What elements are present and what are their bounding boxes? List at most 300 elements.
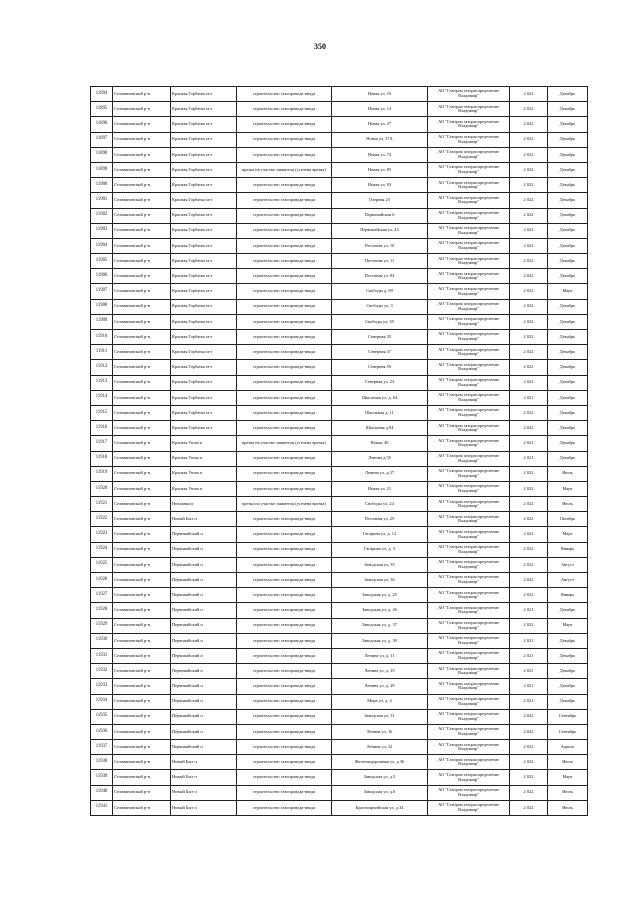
year-cell: 2 022 bbox=[510, 238, 548, 253]
address-cell: Заводская ул, д. 37 bbox=[332, 618, 428, 633]
year-cell: 2 022 bbox=[510, 512, 548, 527]
district-cell: Селивановский р-н bbox=[113, 314, 171, 329]
year-cell: 2 022 bbox=[510, 557, 548, 572]
organization-cell: АО "Газпром газораспределение Владимир" bbox=[428, 800, 510, 815]
year-cell: 2 021 bbox=[510, 648, 548, 663]
row-number-cell: 11904 bbox=[91, 238, 113, 253]
table-row bbox=[91, 573, 588, 588]
district-cell: Селивановский р-н bbox=[113, 755, 171, 770]
table-row bbox=[91, 162, 588, 177]
district-cell: Селивановский р-н bbox=[113, 542, 171, 557]
settlement-cell: Первомайский п bbox=[171, 573, 237, 588]
settlement-cell: Первомайский п bbox=[171, 527, 237, 542]
row-number-cell: 11937 bbox=[91, 740, 113, 755]
work-type-cell: строительство газопровода-ввода bbox=[237, 102, 332, 117]
row-number-cell: 11901 bbox=[91, 193, 113, 208]
month-cell: Декабрь bbox=[548, 132, 588, 147]
district-cell: Селивановский р-н bbox=[113, 648, 171, 663]
year-cell: 2 021 bbox=[510, 436, 548, 451]
work-type-cell: строительство газопровода-ввода bbox=[237, 375, 332, 390]
address-cell: Гагарина ул, д. 12 bbox=[332, 527, 428, 542]
district-cell: Селивановский р-н bbox=[113, 269, 171, 284]
table-row bbox=[91, 436, 588, 451]
settlement-cell: Красная Горбатка пгт bbox=[171, 254, 237, 269]
row-number-cell: 11903 bbox=[91, 223, 113, 238]
work-type-cell: строительство газопровода-ввода bbox=[237, 345, 332, 360]
address-cell: Ленина ул, д. 11 bbox=[332, 648, 428, 663]
table-row bbox=[91, 618, 588, 633]
table-row bbox=[91, 390, 588, 405]
organization-cell: АО "Газпром газораспределение Владимир" bbox=[428, 709, 510, 724]
work-type-cell: строительство газопровода-ввода bbox=[237, 709, 332, 724]
work-type-cell: строительство газопровода-ввода bbox=[237, 330, 332, 345]
work-type-cell: строительство газопровода-ввода bbox=[237, 527, 332, 542]
district-cell: Селивановский р-н bbox=[113, 800, 171, 815]
table-row bbox=[91, 87, 588, 102]
settlement-cell: Красная Горбатка пгт bbox=[171, 87, 237, 102]
row-number-cell: 11898 bbox=[91, 147, 113, 162]
organization-cell: АО "Газпром газораспределение Владимир" bbox=[428, 466, 510, 481]
organization-cell: АО "Газпром газораспределение Владимир" bbox=[428, 603, 510, 618]
work-type-cell: строительство газопровода-ввода bbox=[237, 800, 332, 815]
month-cell: Январь bbox=[548, 588, 588, 603]
table-row bbox=[91, 770, 588, 785]
year-cell: 2 022 bbox=[510, 770, 548, 785]
organization-cell: АО "Газпром газораспределение Владимир" bbox=[428, 162, 510, 177]
address-cell: Ленина ул, д. 25 bbox=[332, 664, 428, 679]
settlement-cell: Первомайский п bbox=[171, 633, 237, 648]
work-type-cell: строительство газопровода-ввода bbox=[237, 648, 332, 663]
month-cell: Декабрь bbox=[548, 679, 588, 694]
table-row bbox=[91, 785, 588, 800]
year-cell: 2 022 bbox=[510, 223, 548, 238]
year-cell: 2 022 bbox=[510, 178, 548, 193]
row-number-cell: 11935 bbox=[91, 709, 113, 724]
work-type-cell: строительство газопровода-ввода bbox=[237, 724, 332, 739]
row-number-cell: 11900 bbox=[91, 178, 113, 193]
month-cell: Апрель bbox=[548, 740, 588, 755]
row-number-cell: 11924 bbox=[91, 542, 113, 557]
month-cell: Декабрь bbox=[548, 254, 588, 269]
table-row bbox=[91, 466, 588, 481]
work-type-cell: строительство газопровода-ввода bbox=[237, 512, 332, 527]
address-cell: Песочная ул, 29 bbox=[332, 512, 428, 527]
work-type-cell: строительство газопровода-ввода bbox=[237, 284, 332, 299]
district-cell: Селивановский р-н bbox=[113, 709, 171, 724]
year-cell: 2 022 bbox=[510, 360, 548, 375]
settlement-cell: Первомайский п bbox=[171, 740, 237, 755]
year-cell: 2 022 bbox=[510, 481, 548, 496]
month-cell: Июль bbox=[548, 466, 588, 481]
table-row bbox=[91, 664, 588, 679]
table-row bbox=[91, 481, 588, 496]
organization-cell: АО "Газпром газораспределение Владимир" bbox=[428, 405, 510, 420]
address-cell: Свободы д. 99 bbox=[332, 284, 428, 299]
work-type-cell: строительство газопровода-ввода bbox=[237, 132, 332, 147]
table-row bbox=[91, 527, 588, 542]
organization-cell: АО "Газпром газораспределение Владимир" bbox=[428, 314, 510, 329]
settlement-cell: Красная Горбатка пгт bbox=[171, 421, 237, 436]
table-row bbox=[91, 694, 588, 709]
table-row bbox=[91, 314, 588, 329]
table-row bbox=[91, 755, 588, 770]
year-cell: 2 022 bbox=[510, 254, 548, 269]
district-cell: Селивановский р-н bbox=[113, 466, 171, 481]
organization-cell: АО "Газпром газораспределение Владимир" bbox=[428, 633, 510, 648]
settlement-cell: Красная Горбатка пгт bbox=[171, 390, 237, 405]
table-row bbox=[91, 542, 588, 557]
month-cell: Декабрь bbox=[548, 345, 588, 360]
table-row bbox=[91, 588, 588, 603]
page-number: 350 bbox=[314, 42, 326, 51]
row-number-cell: 11936 bbox=[91, 724, 113, 739]
work-type-cell: строительство газопровода-ввода bbox=[237, 451, 332, 466]
address-cell: Заводская ул, д. 26 bbox=[332, 603, 428, 618]
month-cell: Декабрь bbox=[548, 421, 588, 436]
organization-cell: АО "Газпром газораспределение Владимир" bbox=[428, 573, 510, 588]
address-cell: Заводская ул, 35 bbox=[332, 557, 428, 572]
year-cell: 2 022 bbox=[510, 709, 548, 724]
month-cell: Декабрь bbox=[548, 238, 588, 253]
year-cell: 2 022 bbox=[510, 724, 548, 739]
year-cell: 2 022 bbox=[510, 330, 548, 345]
organization-cell: АО "Газпром газораспределение Владимир" bbox=[428, 664, 510, 679]
table-row bbox=[91, 512, 588, 527]
settlement-cell: Новый Быт п bbox=[171, 785, 237, 800]
year-cell: 2 022 bbox=[510, 785, 548, 800]
district-cell: Селивановский р-н bbox=[113, 360, 171, 375]
month-cell: Март bbox=[548, 770, 588, 785]
month-cell: Декабрь bbox=[548, 664, 588, 679]
row-number-cell: 11922 bbox=[91, 512, 113, 527]
address-cell: Новая ул, 14 bbox=[332, 102, 428, 117]
row-number-cell: 11938 bbox=[91, 755, 113, 770]
table-row bbox=[91, 497, 588, 512]
month-cell: Декабрь bbox=[548, 375, 588, 390]
table-row bbox=[91, 740, 588, 755]
organization-cell: АО "Газпром газораспределение Владимир" bbox=[428, 527, 510, 542]
row-number-cell: 11929 bbox=[91, 618, 113, 633]
settlement-cell: Первомайский п bbox=[171, 588, 237, 603]
address-cell: Новая ул, 10 bbox=[332, 87, 428, 102]
month-cell: Декабрь bbox=[548, 405, 588, 420]
row-number-cell: 11934 bbox=[91, 694, 113, 709]
work-type-cell: строительство газопровода-ввода bbox=[237, 254, 332, 269]
settlement-cell: Первомайский п bbox=[171, 618, 237, 633]
row-number-cell: 11913 bbox=[91, 375, 113, 390]
address-cell: Новая ул, 93 bbox=[332, 178, 428, 193]
district-cell: Селивановский р-н bbox=[113, 633, 171, 648]
district-cell: Селивановский р-н bbox=[113, 238, 171, 253]
row-number-cell: 11910 bbox=[91, 330, 113, 345]
work-type-cell: строительство газопровода-ввода bbox=[237, 694, 332, 709]
organization-cell: АО "Газпром газораспределение Владимир" bbox=[428, 102, 510, 117]
month-cell: Март bbox=[548, 618, 588, 633]
year-cell: 2 022 bbox=[510, 132, 548, 147]
settlement-cell: Красная Горбатка пгт bbox=[171, 178, 237, 193]
month-cell: Декабрь bbox=[548, 269, 588, 284]
settlement-cell: Красная Горбатка пгт bbox=[171, 132, 237, 147]
district-cell: Селивановский р-н bbox=[113, 208, 171, 223]
month-cell: Март bbox=[548, 284, 588, 299]
district-cell: Селивановский р-н bbox=[113, 132, 171, 147]
table-row bbox=[91, 132, 588, 147]
district-cell: Селивановский р-н bbox=[113, 375, 171, 390]
month-cell: Декабрь bbox=[548, 390, 588, 405]
row-number-cell: 11909 bbox=[91, 314, 113, 329]
address-cell: Озерная 25 bbox=[332, 193, 428, 208]
table-body bbox=[91, 87, 588, 816]
settlement-cell: Новый Быт п bbox=[171, 755, 237, 770]
district-cell: Селивановский р-н bbox=[113, 254, 171, 269]
organization-cell: АО "Газпром газораспределение Владимир" bbox=[428, 724, 510, 739]
work-type-cell: строительство газопровода-ввода bbox=[237, 421, 332, 436]
row-number-cell: 11897 bbox=[91, 132, 113, 147]
month-cell: Декабрь bbox=[548, 178, 588, 193]
settlement-cell: Первомайский п bbox=[171, 709, 237, 724]
organization-cell: АО "Газпром газораспределение Владимир" bbox=[428, 193, 510, 208]
address-cell: Железнодорожная ул, д.36 bbox=[332, 755, 428, 770]
year-cell: 2 022 bbox=[510, 117, 548, 132]
address-cell: Гагарина ул, д. 3 bbox=[332, 542, 428, 557]
work-type-cell: строительство газопровода-ввода bbox=[237, 740, 332, 755]
district-cell: Селивановский р-н bbox=[113, 618, 171, 633]
month-cell: Июль bbox=[548, 755, 588, 770]
organization-cell: АО "Газпром газораспределение Владимир" bbox=[428, 618, 510, 633]
month-cell: Декабрь bbox=[548, 299, 588, 314]
table-row bbox=[91, 299, 588, 314]
organization-cell: АО "Газпром газораспределение Владимир" bbox=[428, 497, 510, 512]
year-cell: 2 022 bbox=[510, 497, 548, 512]
address-cell: Новая ул, 21 bbox=[332, 481, 428, 496]
table-row bbox=[91, 603, 588, 618]
organization-cell: АО "Газпром газораспределение Владимир" bbox=[428, 208, 510, 223]
row-number-cell: 11915 bbox=[91, 405, 113, 420]
organization-cell: АО "Газпром газораспределение Владимир" bbox=[428, 542, 510, 557]
row-number-cell: 11912 bbox=[91, 360, 113, 375]
month-cell: Март bbox=[548, 481, 588, 496]
district-cell: Селивановский р-н bbox=[113, 694, 171, 709]
organization-cell: АО "Газпром газораспределение Владимир" bbox=[428, 512, 510, 527]
row-number-cell: 11908 bbox=[91, 299, 113, 314]
settlement-cell: Красная Горбатка пгт bbox=[171, 360, 237, 375]
work-type-cell: строительство газопровода-ввода bbox=[237, 633, 332, 648]
organization-cell: АО "Газпром газораспределение Владимир" bbox=[428, 117, 510, 132]
year-cell: 2 022 bbox=[510, 147, 548, 162]
work-type-cell: строительство газопровода-ввода bbox=[237, 664, 332, 679]
row-number-cell: 11905 bbox=[91, 254, 113, 269]
organization-cell: АО "Газпром газораспределение Владимир" bbox=[428, 178, 510, 193]
month-cell: Декабрь bbox=[548, 208, 588, 223]
row-number-cell: 11928 bbox=[91, 603, 113, 618]
settlement-cell: Красная Горбатка пгт bbox=[171, 284, 237, 299]
organization-cell: АО "Газпром газораспределение Владимир" bbox=[428, 375, 510, 390]
district-cell: Селивановский р-н bbox=[113, 421, 171, 436]
year-cell: 2 022 bbox=[510, 314, 548, 329]
work-type-cell: строительство газопровода-ввода bbox=[237, 405, 332, 420]
address-cell: Свободы ул, 39 bbox=[332, 314, 428, 329]
table-row bbox=[91, 147, 588, 162]
district-cell: Селивановский р-н bbox=[113, 117, 171, 132]
organization-cell: АО "Газпром газораспределение Владимир" bbox=[428, 360, 510, 375]
year-cell: 2 022 bbox=[510, 208, 548, 223]
row-number-cell: 11907 bbox=[91, 284, 113, 299]
address-cell: Заводская ул, 36 bbox=[332, 573, 428, 588]
year-cell: 2 022 bbox=[510, 421, 548, 436]
organization-cell: АО "Газпром газораспределение Владимир" bbox=[428, 785, 510, 800]
row-number-cell: 11917 bbox=[91, 436, 113, 451]
address-cell: Школьная д. 11 bbox=[332, 405, 428, 420]
work-type-cell: строительство газопровода-ввода bbox=[237, 223, 332, 238]
month-cell: Декабрь bbox=[548, 633, 588, 648]
table-row bbox=[91, 557, 588, 572]
settlement-cell: Красная Горбатка пгт bbox=[171, 102, 237, 117]
row-number-cell: 11923 bbox=[91, 527, 113, 542]
organization-cell: АО "Газпром газораспределение Владимир" bbox=[428, 436, 510, 451]
address-cell: Первомайская 6 bbox=[332, 208, 428, 223]
address-cell: Первомайская ул, 43 bbox=[332, 223, 428, 238]
district-cell: Селивановский р-н bbox=[113, 436, 171, 451]
address-cell: Школьная д.94 bbox=[332, 421, 428, 436]
table-row bbox=[91, 360, 588, 375]
row-number-cell: 11918 bbox=[91, 451, 113, 466]
work-type-cell: строительство газопровода-ввода bbox=[237, 481, 332, 496]
settlement-cell: Первомайский п bbox=[171, 648, 237, 663]
organization-cell: АО "Газпром газораспределение Владимир" bbox=[428, 132, 510, 147]
table-row bbox=[91, 223, 588, 238]
table-row bbox=[91, 330, 588, 345]
organization-cell: АО "Газпром газораспределение Владимир" bbox=[428, 740, 510, 755]
settlement-cell: Красная Горбатка пгт bbox=[171, 193, 237, 208]
table-row bbox=[91, 102, 588, 117]
table-row bbox=[91, 254, 588, 269]
row-number-cell: 11926 bbox=[91, 573, 113, 588]
year-cell: 2 022 bbox=[510, 269, 548, 284]
address-cell: Красноармейская ул, д.34 bbox=[332, 800, 428, 815]
organization-cell: АО "Газпром газораспределение Владимир" bbox=[428, 451, 510, 466]
settlement-cell: Красная Горбатка пгт bbox=[171, 405, 237, 420]
month-cell: Август bbox=[548, 573, 588, 588]
table-row bbox=[91, 345, 588, 360]
year-cell: 2 022 bbox=[510, 102, 548, 117]
district-cell: Селивановский р-н bbox=[113, 679, 171, 694]
work-type-cell: строительство газопровода-ввода bbox=[237, 208, 332, 223]
month-cell: Декабрь bbox=[548, 223, 588, 238]
table-row bbox=[91, 800, 588, 815]
district-cell: Селивановский р-н bbox=[113, 770, 171, 785]
work-type-cell: строительство газопровода-ввода bbox=[237, 87, 332, 102]
year-cell: 2 022 bbox=[510, 800, 548, 815]
address-cell: Новая ул, 74 bbox=[332, 147, 428, 162]
year-cell: 2 022 bbox=[510, 87, 548, 102]
settlement-cell: Красная Горбатка пгт bbox=[171, 162, 237, 177]
district-cell: Селивановский р-н bbox=[113, 512, 171, 527]
work-type-cell: строительство газопровода-ввода bbox=[237, 557, 332, 572]
row-number-cell: 11941 bbox=[91, 800, 113, 815]
address-cell: Новая ул, 27 bbox=[332, 117, 428, 132]
district-cell: Селивановский р-н bbox=[113, 193, 171, 208]
year-cell: 2 021 bbox=[510, 679, 548, 694]
address-cell: Ленина д.35 bbox=[332, 451, 428, 466]
row-number-cell: 11921 bbox=[91, 497, 113, 512]
settlement-cell: Новый Быт п bbox=[171, 800, 237, 815]
work-type-cell: врезка на участке заявителя (усечена врезка) bbox=[237, 162, 332, 177]
table-row bbox=[91, 648, 588, 663]
year-cell: 2 022 bbox=[510, 755, 548, 770]
year-cell: 2 022 bbox=[510, 345, 548, 360]
month-cell: Октябрь bbox=[548, 512, 588, 527]
work-type-cell: строительство газопровода-ввода bbox=[237, 603, 332, 618]
settlement-cell: Первомайский п bbox=[171, 542, 237, 557]
settlement-cell: Первомайский п bbox=[171, 694, 237, 709]
row-number-cell: 11931 bbox=[91, 648, 113, 663]
organization-cell: АО "Газпром газораспределение Владимир" bbox=[428, 557, 510, 572]
settlement-cell: Первомайский п bbox=[171, 603, 237, 618]
table-row bbox=[91, 421, 588, 436]
settlement-cell: Красная Горбатка пгт bbox=[171, 117, 237, 132]
month-cell: Март bbox=[548, 527, 588, 542]
address-cell: Песочная ул, 84 bbox=[332, 269, 428, 284]
district-cell: Селивановский р-н bbox=[113, 87, 171, 102]
month-cell: Декабрь bbox=[548, 436, 588, 451]
district-cell: Селивановский р-н bbox=[113, 102, 171, 117]
district-cell: Селивановский р-н bbox=[113, 405, 171, 420]
district-cell: Селивановский р-н bbox=[113, 451, 171, 466]
work-type-cell: строительство газопровода-ввода bbox=[237, 238, 332, 253]
work-type-cell: строительство газопровода-ввода bbox=[237, 679, 332, 694]
month-cell: Август bbox=[548, 557, 588, 572]
work-type-cell: строительство газопровода-ввода bbox=[237, 178, 332, 193]
settlement-cell: Красная Ушна п bbox=[171, 436, 237, 451]
year-cell: 2 022 bbox=[510, 573, 548, 588]
address-cell: Ленина ул, 16 bbox=[332, 724, 428, 739]
work-type-cell: строительство газопровода-ввода bbox=[237, 466, 332, 481]
month-cell: Декабрь bbox=[548, 648, 588, 663]
district-cell: Селивановский р-н bbox=[113, 284, 171, 299]
address-cell: Новая ул, 85 bbox=[332, 162, 428, 177]
settlement-cell: Красная Горбатка пгт bbox=[171, 238, 237, 253]
district-cell: Селивановский р-н bbox=[113, 573, 171, 588]
month-cell: Декабрь bbox=[548, 603, 588, 618]
year-cell: 2 021 bbox=[510, 451, 548, 466]
district-cell: Селивановский р-н bbox=[113, 481, 171, 496]
month-cell: Июль bbox=[548, 785, 588, 800]
month-cell: Декабрь bbox=[548, 330, 588, 345]
settlement-cell: Красная Горбатка пгт bbox=[171, 299, 237, 314]
table-row bbox=[91, 193, 588, 208]
settlement-cell: Первомайский п bbox=[171, 679, 237, 694]
organization-cell: АО "Газпром газораспределение Владимир" bbox=[428, 588, 510, 603]
month-cell: Июль bbox=[548, 800, 588, 815]
address-cell: Новая ул, 37А bbox=[332, 132, 428, 147]
month-cell: Декабрь bbox=[548, 451, 588, 466]
work-type-cell: врезка на участке заявителя (усечена врезка) bbox=[237, 436, 332, 451]
address-cell: Школьная ул, д. 64 bbox=[332, 390, 428, 405]
year-cell: 2 022 bbox=[510, 162, 548, 177]
month-cell: Декабрь bbox=[548, 147, 588, 162]
work-type-cell: строительство газопровода-ввода bbox=[237, 755, 332, 770]
table-row bbox=[91, 238, 588, 253]
month-cell: Сентябрь bbox=[548, 724, 588, 739]
table-row bbox=[91, 208, 588, 223]
organization-cell: АО "Газпром газораспределение Владимир" bbox=[428, 755, 510, 770]
gasification-table bbox=[90, 86, 588, 816]
settlement-cell: Красная Ушна п bbox=[171, 451, 237, 466]
work-type-cell: строительство газопровода-ввода bbox=[237, 314, 332, 329]
organization-cell: АО "Газпром газораспределение Владимир" bbox=[428, 481, 510, 496]
work-type-cell: строительство газопровода-ввода bbox=[237, 390, 332, 405]
district-cell: Селивановский р-н bbox=[113, 345, 171, 360]
